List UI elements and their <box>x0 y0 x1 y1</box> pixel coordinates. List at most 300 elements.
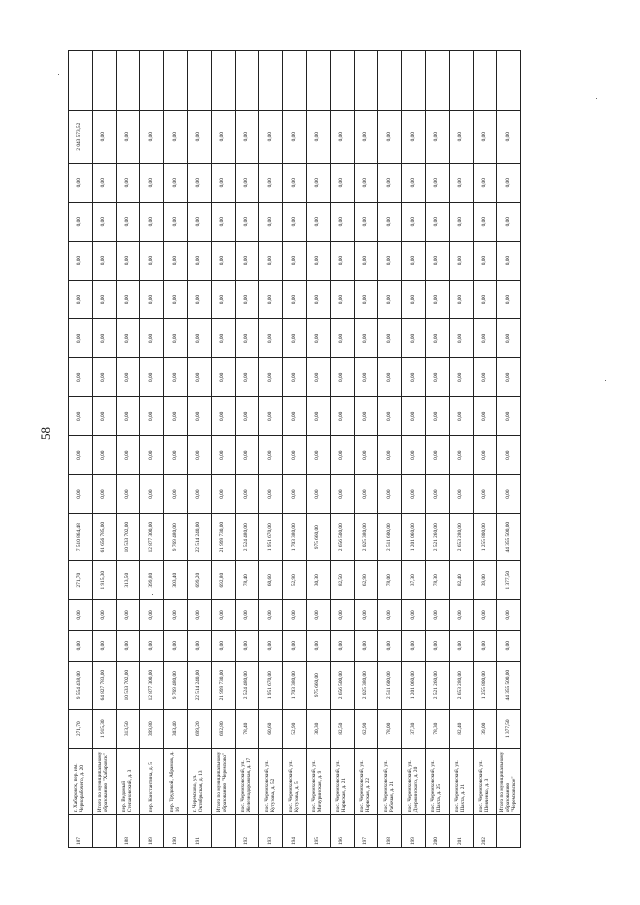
table-cell: 1 377,50 <box>497 709 521 748</box>
table-cell <box>402 51 426 111</box>
table-cell <box>116 51 140 111</box>
table-cell <box>235 51 259 111</box>
table-cell: 0,00 <box>473 280 497 319</box>
table-cell <box>449 51 473 111</box>
table-cell: 0,00 <box>402 163 426 202</box>
table-cell: 0,00 <box>425 202 449 241</box>
table-cell: 0,00 <box>235 475 259 514</box>
table-cell: 271,70 <box>69 709 93 748</box>
table-row <box>306 51 330 848</box>
table-cell: 0,00 <box>211 436 235 475</box>
table-cell <box>354 51 378 111</box>
table-cell: 0,00 <box>164 319 188 358</box>
table-cell: 0,00 <box>402 630 426 661</box>
table-cell <box>164 51 188 111</box>
table-cell: 0,00 <box>211 630 235 661</box>
table-cell: 0,00 <box>235 241 259 280</box>
table-cell: 0,00 <box>187 280 211 319</box>
table-cell: 37,30 <box>402 561 426 600</box>
table-cell: 0,00 <box>116 280 140 319</box>
table-cell: 0,00 <box>449 110 473 163</box>
table-cell: 0,00 <box>259 319 283 358</box>
table-cell: 0,00 <box>402 319 426 358</box>
table-cell: 0,00 <box>92 358 116 397</box>
table-cell: 271,70 <box>69 561 93 600</box>
table-cell: 39,00 <box>473 561 497 600</box>
table-cell: 0,00 <box>235 319 259 358</box>
rotated-table-wrapper <box>68 50 521 848</box>
table-cell: 39,00 <box>473 709 497 748</box>
table-cell: 0,00 <box>259 475 283 514</box>
table-cell: 0,00 <box>330 475 354 514</box>
table-cell: 2 656 500,00 <box>330 661 354 709</box>
table-row <box>402 51 426 848</box>
table-cell: 0,00 <box>69 358 93 397</box>
table-cell: 0,00 <box>164 358 188 397</box>
table-cell: 0,00 <box>235 280 259 319</box>
table-cell: 399,80 <box>140 709 164 748</box>
table-cell: 0,00 <box>378 475 402 514</box>
table-cell: 0,00 <box>92 475 116 514</box>
table-cell: 0,00 <box>92 241 116 280</box>
table-cell: 0,00 <box>235 630 259 661</box>
table-cell: 0,00 <box>354 475 378 514</box>
table-cell: 0,00 <box>449 319 473 358</box>
table-cell: 1 703 380,00 <box>283 514 307 561</box>
table-cell: пос. Черемховский, ул. Шахта, д. 25 <box>425 748 449 815</box>
table-cell: 0,00 <box>497 280 521 319</box>
table-cell: 0,00 <box>187 319 211 358</box>
table-cell: 0,00 <box>354 280 378 319</box>
table-row <box>164 51 188 848</box>
table-cell: 0,00 <box>187 397 211 436</box>
table-cell: 1 951 670,00 <box>259 661 283 709</box>
table-cell <box>92 815 116 848</box>
table-cell: 82,40 <box>449 709 473 748</box>
table-cell: Итого по муниципальному образованию "Хабаровск" <box>92 748 116 815</box>
table-cell: 0,00 <box>425 241 449 280</box>
table-row <box>259 51 283 848</box>
table-cell: 0,00 <box>449 163 473 202</box>
table-cell: 1 915,30 <box>92 709 116 748</box>
table-cell: 1 915,30 <box>92 561 116 600</box>
table-cell: 0,00 <box>473 600 497 631</box>
table-cell: 0,00 <box>425 600 449 631</box>
table-cell: 0,00 <box>140 319 164 358</box>
table-cell: пос. Черемховский, ул. Кутузова, д. 52 <box>259 748 283 815</box>
scan-speck <box>152 594 153 595</box>
table-cell: 0,00 <box>164 163 188 202</box>
table-cell: 0,00 <box>425 163 449 202</box>
table-cell: 2 524 480,00 <box>235 514 259 561</box>
table-cell: 0,00 <box>259 600 283 631</box>
table-cell: 2 025 380,00 <box>354 661 378 709</box>
table-cell: 0,00 <box>306 397 330 436</box>
table-cell: 12 877 300,00 <box>140 661 164 709</box>
table-cell: 1 377,50 <box>497 561 521 600</box>
table-cell: 0,00 <box>140 163 164 202</box>
table-cell <box>187 51 211 111</box>
table-cell: 0,00 <box>473 319 497 358</box>
table-cell: 0,00 <box>497 163 521 202</box>
table-cell: 0,00 <box>69 202 93 241</box>
table-cell: 0,00 <box>354 436 378 475</box>
table-cell: 0,00 <box>354 202 378 241</box>
table-cell: 0,00 <box>140 358 164 397</box>
table-cell: 52,90 <box>283 561 307 600</box>
table-row <box>449 51 473 848</box>
table-cell: 0,00 <box>473 436 497 475</box>
table-cell: 0,00 <box>140 397 164 436</box>
table-cell: 0,00 <box>330 436 354 475</box>
table-cell: 0,00 <box>425 280 449 319</box>
table-cell: 0,00 <box>116 319 140 358</box>
table-cell: 0,00 <box>449 600 473 631</box>
table-cell: 2 025 380,00 <box>354 514 378 561</box>
table-cell: 0,00 <box>330 241 354 280</box>
table-cell: 10 533 702,00 <box>116 514 140 561</box>
table-cell: 0,00 <box>69 397 93 436</box>
table-cell: 0,00 <box>378 630 402 661</box>
table-cell: пос. Черемховский, ул. Шахта, д. 21 <box>449 748 473 815</box>
table-cell: 0,00 <box>116 600 140 631</box>
table-cell: 9 554 438,00 <box>69 661 93 709</box>
table-cell: 30,30 <box>306 561 330 600</box>
table-cell: 0,00 <box>449 397 473 436</box>
table-cell: 195 <box>306 815 330 848</box>
table-cell: 0,00 <box>306 163 330 202</box>
table-cell: 313,50 <box>116 709 140 748</box>
table-cell: 0,00 <box>92 397 116 436</box>
table-cell: 0,00 <box>354 110 378 163</box>
table-cell: 0,00 <box>402 475 426 514</box>
table-cell: 52,90 <box>283 709 307 748</box>
table-cell: 82,50 <box>330 561 354 600</box>
table-cell: 2 524 480,00 <box>235 661 259 709</box>
table-cell: 0,00 <box>306 110 330 163</box>
table-cell: 0,00 <box>140 600 164 631</box>
table-cell: 303,40 <box>164 561 188 600</box>
table-cell: 0,00 <box>187 358 211 397</box>
table-cell: 0,00 <box>164 600 188 631</box>
table-row <box>378 51 402 848</box>
table-row <box>69 51 93 848</box>
table-cell: 21 999 730,00 <box>211 661 235 709</box>
table-cell: 0,00 <box>187 630 211 661</box>
table-cell <box>140 51 164 111</box>
table-cell: 0,00 <box>378 397 402 436</box>
table-cell: 0,00 <box>497 358 521 397</box>
table-cell: 0,00 <box>92 202 116 241</box>
table-cell: 975 660,00 <box>306 514 330 561</box>
table-cell: 0,00 <box>378 319 402 358</box>
table-cell: 0,00 <box>402 280 426 319</box>
table-cell: 0,00 <box>116 241 140 280</box>
table-cell: 82,40 <box>449 561 473 600</box>
table-cell: 0,00 <box>330 202 354 241</box>
table-cell: 0,00 <box>449 630 473 661</box>
table-cell: 0,00 <box>140 280 164 319</box>
table-cell: 78,00 <box>378 561 402 600</box>
table-cell: 22 514 240,00 <box>187 514 211 561</box>
table-row <box>235 51 259 848</box>
table-cell: 0,00 <box>259 358 283 397</box>
table-cell: 0,00 <box>497 600 521 631</box>
table-row <box>140 51 164 848</box>
subtotal-row <box>497 51 521 848</box>
table-cell: 0,00 <box>402 600 426 631</box>
table-cell: 199 <box>402 815 426 848</box>
table-cell: 0,00 <box>402 397 426 436</box>
table-cell: 78,30 <box>425 709 449 748</box>
table-cell: 0,00 <box>259 241 283 280</box>
table-cell: 0,00 <box>69 475 93 514</box>
table-cell: 0,00 <box>425 475 449 514</box>
table-cell: 0,00 <box>164 397 188 436</box>
table-cell: 64 827 783,00 <box>92 661 116 709</box>
table-cell: 0,00 <box>283 110 307 163</box>
table-cell: 0,00 <box>259 280 283 319</box>
table-cell: 0,00 <box>164 110 188 163</box>
table-cell: 0,00 <box>306 280 330 319</box>
table-cell: 0,00 <box>330 280 354 319</box>
table-cell: 0,00 <box>449 436 473 475</box>
table-cell: 0,00 <box>187 241 211 280</box>
table-cell: 0,00 <box>235 202 259 241</box>
table-cell: 0,00 <box>449 475 473 514</box>
table-row <box>283 51 307 848</box>
table-cell: 0,00 <box>497 110 521 163</box>
table-cell: 2 521 260,00 <box>425 661 449 709</box>
table-cell: 193 <box>259 815 283 848</box>
table-cell: 0,00 <box>283 202 307 241</box>
table-cell: 62,90 <box>354 709 378 748</box>
table-cell: 0,00 <box>354 319 378 358</box>
subtotal-row <box>211 51 235 848</box>
table-body <box>69 51 521 848</box>
table-cell: 0,00 <box>164 475 188 514</box>
table-cell: 1 201 060,00 <box>402 661 426 709</box>
table-cell: 21 999 730,00 <box>211 514 235 561</box>
table-cell: 0,00 <box>211 319 235 358</box>
table-cell: пос. Черемховский, ул. Нарвская, д. 22 <box>354 748 378 815</box>
table-cell: 188 <box>116 815 140 848</box>
table-cell: 192 <box>235 815 259 848</box>
table-cell: 191 <box>187 815 211 848</box>
table-cell: 0,00 <box>330 630 354 661</box>
table-cell: 0,00 <box>473 163 497 202</box>
table-cell: 78,40 <box>235 561 259 600</box>
table-cell: 0,00 <box>306 630 330 661</box>
table-cell: Итого по муниципальному образованию "Черемхово" <box>211 748 235 815</box>
table-cell: 0,00 <box>306 475 330 514</box>
table-cell: 0,00 <box>92 163 116 202</box>
table-cell: 0,00 <box>116 163 140 202</box>
table-cell: 0,00 <box>187 163 211 202</box>
table-cell <box>283 51 307 111</box>
table-cell <box>92 51 116 111</box>
table-cell: 44 355 500,00 <box>497 661 521 709</box>
table-cell: 12 877 300,00 <box>140 514 164 561</box>
table-cell: 0,00 <box>378 202 402 241</box>
table-cell: 1 201 060,00 <box>402 514 426 561</box>
table-cell: 0,00 <box>497 319 521 358</box>
table-cell: 0,00 <box>69 319 93 358</box>
table-cell: 0,00 <box>164 202 188 241</box>
table-cell: 0,00 <box>259 397 283 436</box>
table-cell: 0,00 <box>425 110 449 163</box>
table-cell: 0,00 <box>330 600 354 631</box>
table-cell: 0,00 <box>283 436 307 475</box>
table-row <box>187 51 211 848</box>
table-cell: 0,00 <box>425 397 449 436</box>
table-cell: 190 <box>164 815 188 848</box>
table-cell <box>259 51 283 111</box>
table-cell: 30,30 <box>306 709 330 748</box>
table-cell: 78,40 <box>235 709 259 748</box>
table-cell <box>330 51 354 111</box>
table-cell: пер. Ведомый Степановский, д. 3 <box>116 748 140 815</box>
table-cell: 0,00 <box>354 630 378 661</box>
table-cell: 0,00 <box>354 241 378 280</box>
table-cell: 0,00 <box>497 630 521 661</box>
table-row <box>330 51 354 848</box>
table-cell: 194 <box>283 815 307 848</box>
table-cell <box>497 815 521 848</box>
scan-speck <box>605 380 606 381</box>
table-cell: 0,00 <box>140 630 164 661</box>
table-cell: пос. Черемховский, ул. Рабочая, д. 21 <box>378 748 402 815</box>
table-cell: 200 <box>425 815 449 848</box>
table-cell: 2 043 573,52 <box>69 110 93 163</box>
table-cell: 0,00 <box>92 600 116 631</box>
table-cell: 0,00 <box>283 241 307 280</box>
table-cell: 0,00 <box>306 436 330 475</box>
table-cell: 0,00 <box>211 397 235 436</box>
table-cell: 0,00 <box>330 110 354 163</box>
table-cell: 82,50 <box>330 709 354 748</box>
table-cell: 0,00 <box>473 241 497 280</box>
table-cell: 0,00 <box>69 630 93 661</box>
table-cell: 0,00 <box>402 110 426 163</box>
table-cell: 0,00 <box>378 436 402 475</box>
table-cell: 0,00 <box>330 319 354 358</box>
table-cell: 0,00 <box>425 436 449 475</box>
table-cell: 0,00 <box>497 202 521 241</box>
table-cell: 0,00 <box>92 110 116 163</box>
table-cell: 0,00 <box>164 436 188 475</box>
table-cell: 2 511 600,00 <box>378 661 402 709</box>
table-cell: пер. Трудовой, Абрамов, д. 16 <box>164 748 188 815</box>
table-cell: 61 656 785,00 <box>92 514 116 561</box>
table-cell <box>211 51 235 111</box>
table-cell: 1 951 670,00 <box>259 514 283 561</box>
table-cell: 0,00 <box>449 358 473 397</box>
table-cell: 0,00 <box>306 241 330 280</box>
table-cell <box>497 51 521 111</box>
table-cell: 313,50 <box>116 561 140 600</box>
scan-speck <box>596 98 597 99</box>
table-cell: 0,00 <box>140 436 164 475</box>
table-cell: 201 <box>449 815 473 848</box>
table-cell: 62,90 <box>354 561 378 600</box>
table-cell: 0,00 <box>116 436 140 475</box>
table-cell: 0,00 <box>69 436 93 475</box>
table-cell: 0,00 <box>330 397 354 436</box>
table-cell: 0,00 <box>92 630 116 661</box>
table-cell: 7 510 864,48 <box>69 514 93 561</box>
table-cell: 0,00 <box>116 475 140 514</box>
table-cell: 0,00 <box>473 475 497 514</box>
table-cell: 9 769 480,00 <box>164 514 188 561</box>
subtotal-row <box>92 51 116 848</box>
table-cell: 2 656 500,00 <box>330 514 354 561</box>
table-cell <box>69 51 93 111</box>
table-cell: пос. Черемховский, ул. Железнодорожная, д. 17 <box>235 748 259 815</box>
table-cell: 0,00 <box>473 110 497 163</box>
table-cell: 0,00 <box>378 600 402 631</box>
table-cell: 0,00 <box>92 436 116 475</box>
table-cell: 0,00 <box>425 319 449 358</box>
table-cell: 0,00 <box>497 397 521 436</box>
table-cell <box>378 51 402 111</box>
table-cell: 0,00 <box>69 241 93 280</box>
table-cell: 0,00 <box>283 358 307 397</box>
table-cell: 0,00 <box>211 163 235 202</box>
table-cell: 0,00 <box>211 241 235 280</box>
table-cell: 0,00 <box>378 110 402 163</box>
table-cell: 0,00 <box>378 358 402 397</box>
table-cell: 0,00 <box>164 241 188 280</box>
table-cell: 0,00 <box>140 110 164 163</box>
table-cell: 0,00 <box>140 241 164 280</box>
table-cell: 78,00 <box>378 709 402 748</box>
table-cell: 0,00 <box>354 358 378 397</box>
table-cell: 37,30 <box>402 709 426 748</box>
table-cell: 0,00 <box>211 110 235 163</box>
table-cell: 0,00 <box>259 202 283 241</box>
table-cell: 0,00 <box>140 202 164 241</box>
page-number: 58 <box>38 427 53 440</box>
table-cell: 692,80 <box>211 561 235 600</box>
table-cell: 0,00 <box>69 280 93 319</box>
table-cell: 0,00 <box>259 163 283 202</box>
table-cell: 0,00 <box>187 202 211 241</box>
table-cell: 0,00 <box>283 600 307 631</box>
table-cell: 0,00 <box>497 436 521 475</box>
table-cell: Итого по муниципальному образованию "Черемховское" <box>497 748 521 815</box>
table-cell: 196 <box>330 815 354 848</box>
table-cell: 0,00 <box>378 163 402 202</box>
table-cell: 399,80 <box>140 561 164 600</box>
table-cell: 1 255 800,00 <box>473 514 497 561</box>
table-cell: 0,00 <box>330 163 354 202</box>
table-cell: 975 660,00 <box>306 661 330 709</box>
table-cell: 0,00 <box>235 163 259 202</box>
table-cell: 0,00 <box>235 397 259 436</box>
table-cell: 0,00 <box>378 241 402 280</box>
table-cell: пос. Черемховский, ул. Шевченко, д. 3 <box>473 748 497 815</box>
table-cell: 0,00 <box>187 110 211 163</box>
table-cell: 2 521 260,00 <box>425 514 449 561</box>
table-cell: 0,00 <box>235 110 259 163</box>
table-cell: 189 <box>140 815 164 848</box>
table-row <box>354 51 378 848</box>
table-cell: 2 511 600,00 <box>378 514 402 561</box>
table-cell: 0,00 <box>211 202 235 241</box>
table-cell: 0,00 <box>283 319 307 358</box>
table-cell: 0,00 <box>306 319 330 358</box>
